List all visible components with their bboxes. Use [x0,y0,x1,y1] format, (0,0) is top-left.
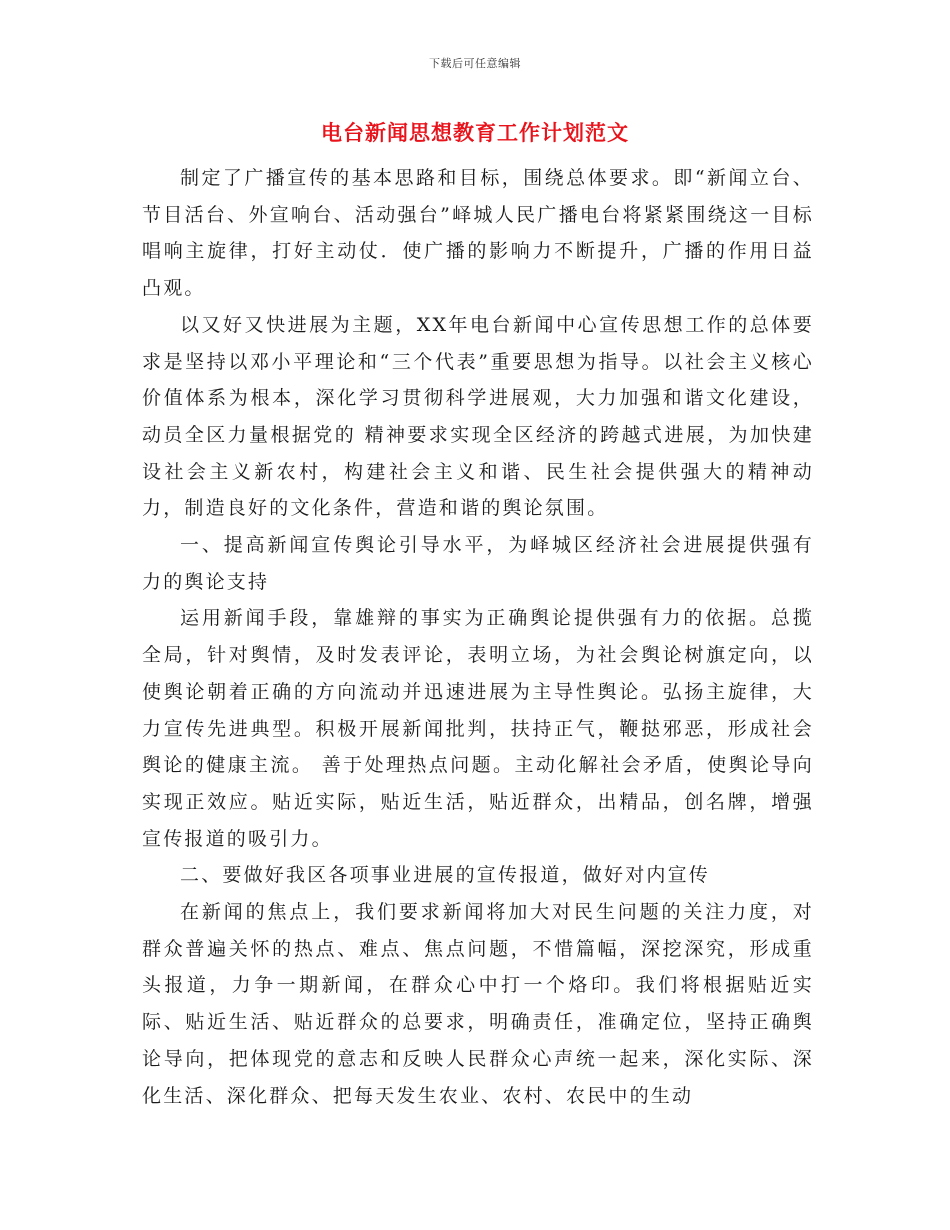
section-heading: 一、提高新闻宣传舆论引导水平，为峄城区经济社会进展提供强有力的舆论支持 [142,534,814,593]
paragraph: 在新闻的焦点上，我们要求新闻将加大对民生问题的关注力度，对群众普遍关怀的热点、难点、焦点问题，不惜篇幅，深挖深究，形成重头报道，力争一期新闻，在群众心中打一个烙印。我们将根据贴近实际、贴近生活、贴近群众的总要求，明确责任，准确定位，坚持正确舆论导向，把体现党的意志和反映人民群众心声统一起来，深化实际、深化生活、深化群众、把每天发生农业、农村、农民中的生动 [142,901,814,1107]
section-heading: 二、要做好我区各项事业进展的宣传报道，做好对内宣传 [180,864,711,887]
paragraph: 制定了广播宣传的基本思路和目标，围绕总体要求。即“新闻立台、节目活台、外宣响台、活动强台”峄城人民广播电台将紧紧围绕这一目标唱响主旋律，打好主动仗．使广播的影响力不断提升，广播的作用日益凸观。 [142,167,814,300]
paragraph: 以又好又快进展为主题，XX年电台新闻中心宣传思想工作的总体要求是坚持以邓小平理论和“三个代表”重要思想为指导。以社会主义核心价值体系为根本，深化学习贯彻科学进展观，大力加强和谐文化建设，动员全区力量根据党的 精神要求实现全区经济的跨越式进展，为加快建设社会主义新农村，构建社会主义和谐、民生社会提供强大的精神动力，制造良好的文化条件，营造和谐的舆论氛围。 [142,313,814,520]
page-title: 电台新闻思想教育工作计划范文 [321,120,629,145]
document-body [142,160,814,1114]
header-note: 下载后可任意编辑 [429,57,521,70]
paragraph: 运用新闻手段，靠雄辩的事实为正确舆论提供强有力的依据。总揽全局，针对舆情，及时发表评论，表明立场，为社会舆论树旗定向，以使舆论朝着正确的方向流动并迅速进展为主导性舆论。弘扬主旋律，大力宣传先进典型。积极开展新闻批判，扶持正气，鞭挞邪恶，形成社会舆论的健康主流。 善于处理热点问题。主动化解社会矛盾，使舆论导向实现正效应。贴近实际，贴近生活，贴近群众，出精品，创名牌，增强宣传报道的吸引力。 [142,607,814,850]
